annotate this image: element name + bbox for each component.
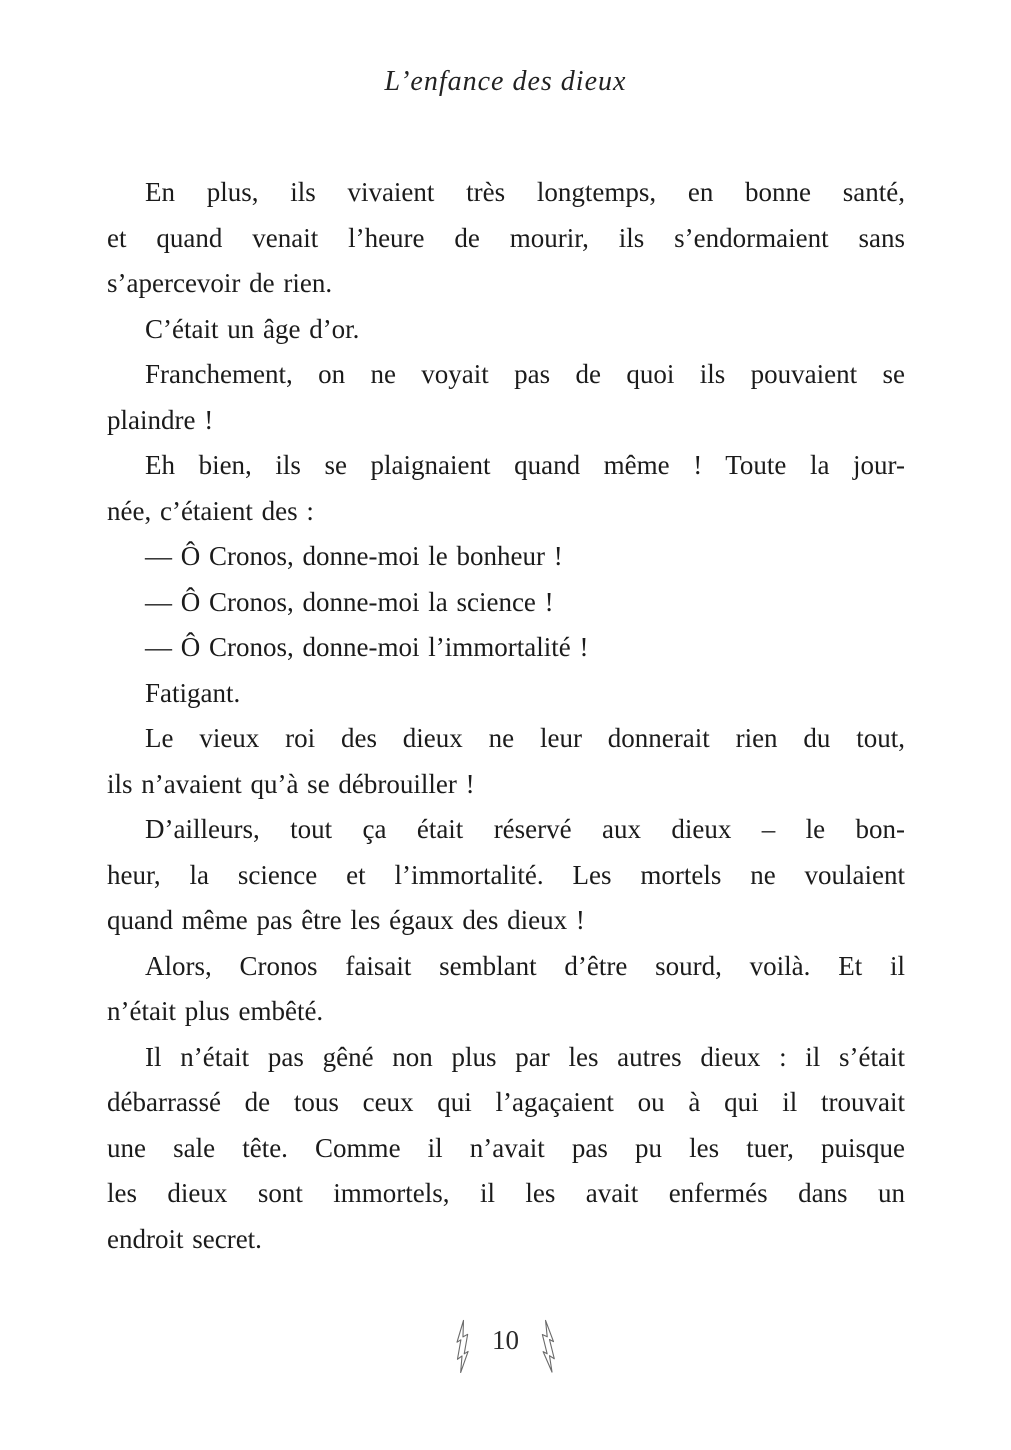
text-line: débarrassé de tous ceux qui l’agaçaient ou à qui il trouvait: [107, 1087, 905, 1117]
text-line: En plus, ils vivaient très longtemps, en bonne santé,: [145, 177, 905, 207]
lightning-bolt-icon-right: [532, 1317, 560, 1380]
lightning-bolt-icon-left: [449, 1317, 481, 1381]
page-body: [107, 170, 905, 1262]
page-number: 10: [492, 1325, 519, 1355]
text-line: Franchement, on ne voyait pas de quoi ils pouvaient se: [145, 359, 905, 389]
text-line: — Ô Cronos, donne-moi la science !: [145, 586, 554, 617]
paragraph: [107, 170, 905, 307]
chapter-title: L’enfance des dieux: [384, 66, 627, 97]
text-line: Le vieux roi des dieux ne leur donnerait rien du tout,: [145, 723, 905, 753]
paragraph: [107, 807, 905, 944]
paragraph: [107, 580, 905, 626]
text-line: les dieux sont immortels, il les avait enfermés dans un: [107, 1178, 905, 1208]
text-line: n’était plus embêté.: [107, 996, 324, 1026]
paragraph: [107, 534, 905, 580]
paragraph: [107, 671, 905, 717]
paragraph: [107, 944, 905, 1035]
text-line: une sale tête. Comme il n’avait pas pu les tuer, puisque: [107, 1132, 905, 1163]
page-footer: [0, 1318, 1011, 1379]
text-line: heur, la science et l’immortalité. Les mortels ne voulaient: [107, 859, 905, 890]
text-line: et quand venait l’heure de mourir, ils s’endormaient sans: [107, 222, 905, 253]
paragraph: [107, 716, 905, 807]
text-line: s’apercevoir de rien.: [107, 268, 333, 298]
text-line: endroit secret.: [107, 1223, 262, 1254]
paragraph: [107, 1035, 905, 1263]
text-line: Fatigant.: [145, 677, 241, 708]
text-line: ils n’avaient qu’à se débrouiller !: [107, 768, 475, 799]
text-line: Il n’était pas gêné non plus par les autres dieux : il s’était: [145, 1041, 905, 1072]
paragraph: [107, 625, 905, 671]
text-line: née, c’étaient des :: [107, 495, 314, 526]
text-line: plaindre !: [107, 404, 214, 435]
text-line: Alors, Cronos faisait semblant d’être sourd, voilà. Et il: [145, 950, 905, 981]
text-line: C’était un âge d’or.: [145, 313, 360, 344]
text-line: — Ô Cronos, donne-moi l’immortalité !: [145, 632, 589, 662]
paragraph: [107, 352, 905, 443]
text-line: quand même pas être les égaux des dieux !: [107, 905, 585, 935]
text-line: Eh bien, ils se plaignaient quand même ! Toute la jour-: [145, 450, 905, 480]
text-line: — Ô Cronos, donne-moi le bonheur !: [145, 541, 563, 571]
text-line: D’ailleurs, tout ça était réservé aux dieux – le bon-: [145, 814, 905, 844]
paragraph: [107, 307, 905, 353]
paragraph: [107, 443, 905, 534]
